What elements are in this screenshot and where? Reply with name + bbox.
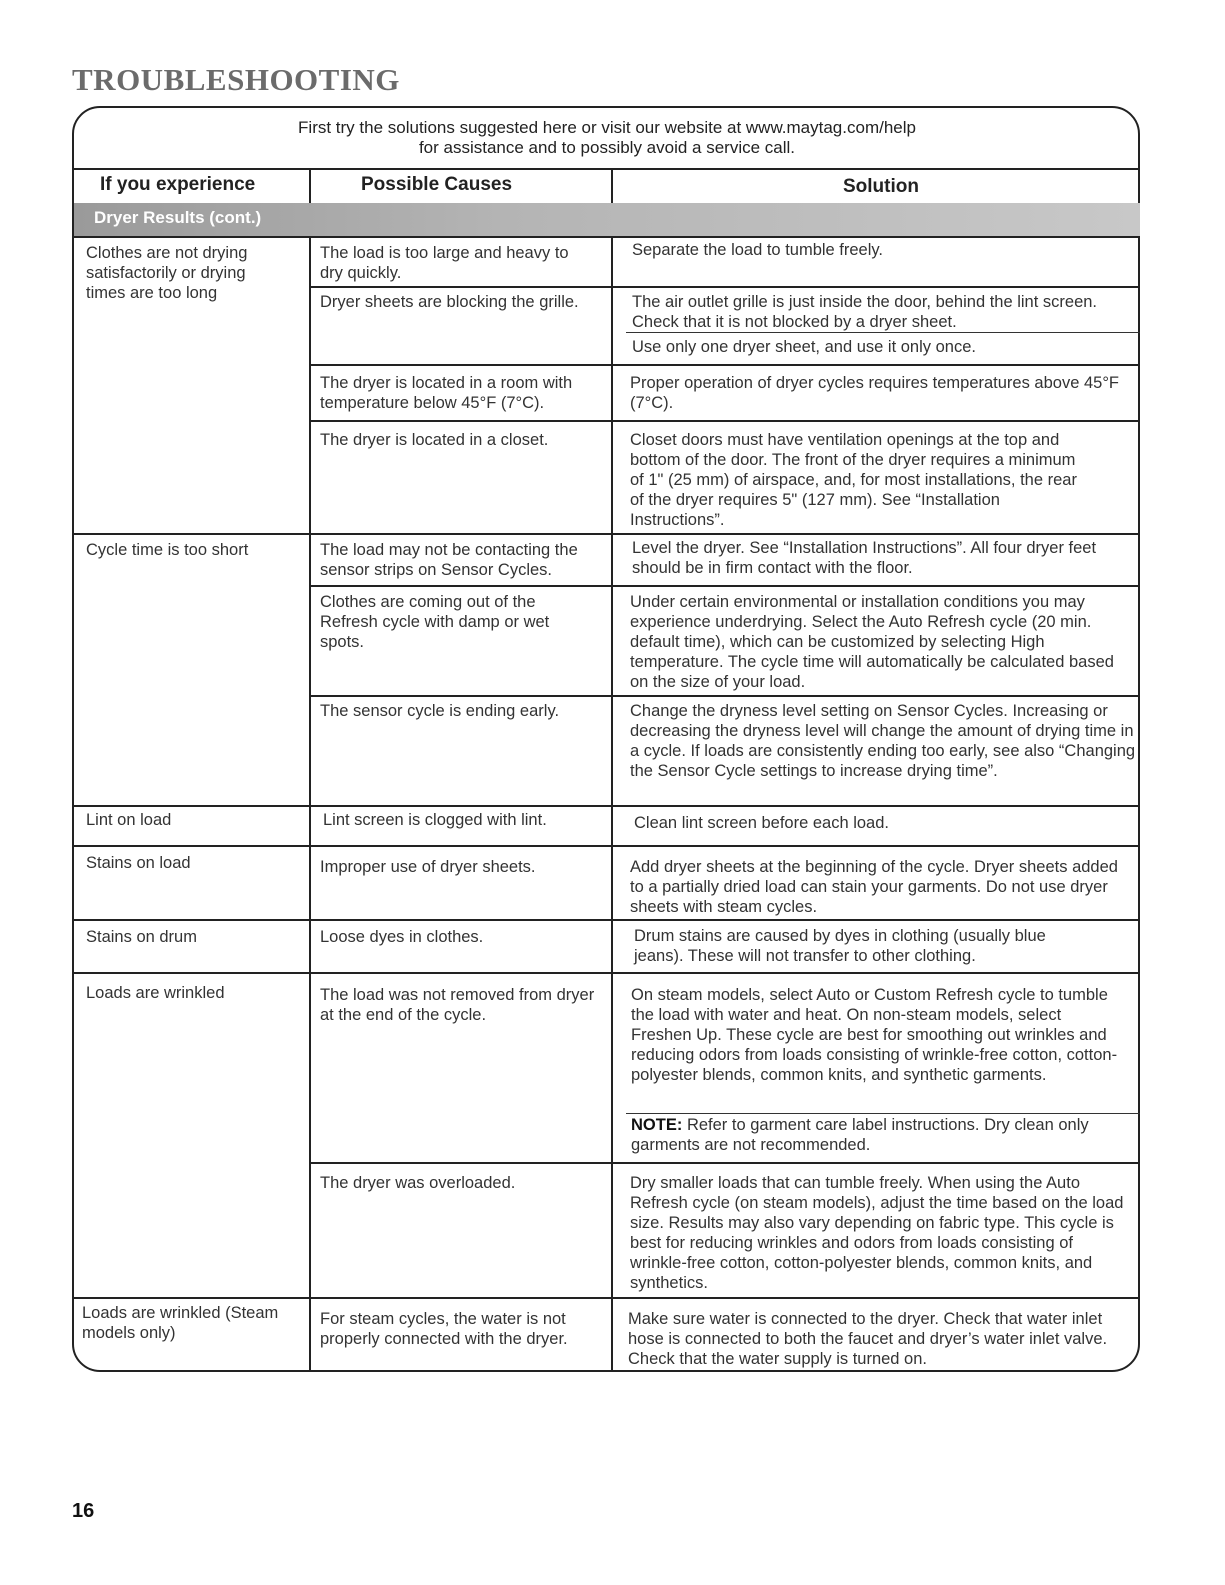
page-title: TROUBLESHOOTING — [72, 62, 400, 97]
subrow-rule — [309, 695, 1140, 697]
cause-5: The load may not be contacting the sensor strips on Sensor Cycles. — [320, 541, 578, 579]
page-number: 16 — [72, 1500, 95, 1522]
solution-1: Separate the load to tumble freely. — [632, 241, 884, 259]
experience-wrinkled: Loads are wrinkled — [86, 984, 225, 1002]
section-label: Dryer Results (cont.) — [94, 208, 262, 227]
header-divider-1 — [309, 168, 311, 203]
row-rule — [74, 1297, 1140, 1299]
row-rule — [74, 972, 1140, 974]
solution-12: Dry smaller loads that can tumble freely. When using the Auto Refresh cycle (on steam models), adjust the time based on the load size. Results may also vary depending on fabric type. This cycle is best for reducing wrinkles and odors from loads consisting of wrinkle-free cotton, cotton-polyester blends, common knits, and synthetics. — [630, 1174, 1124, 1292]
cause-10: Loose dyes in clothes. — [320, 928, 484, 946]
intro-text — [72, 118, 1142, 158]
solution-8: Clean lint screen before each load. — [634, 814, 889, 832]
solution-10: Drum stains are caused by dyes in clothing (usually blue jeans). These will not transfer to other clothing. — [634, 927, 1046, 965]
cause-8: Lint screen is clogged with lint. — [323, 811, 547, 829]
experience-lint: Lint on load — [86, 811, 172, 829]
col-header-solution: Solution — [843, 176, 919, 197]
cause-13: For steam cycles, the water is not properly connected with the dryer. — [320, 1310, 568, 1348]
cause-3: The dryer is located in a room with temperature below 45°F (7°C). — [320, 374, 573, 412]
cause-4: The dryer is located in a closet. — [320, 431, 549, 449]
cause-9: Improper use of dryer sheets. — [320, 858, 536, 876]
cause-7: The sensor cycle is ending early. — [320, 702, 560, 720]
experience-wrinkled-steam: Loads are wrinkled (Steam models only) — [82, 1304, 279, 1342]
row-rule — [74, 845, 1140, 847]
cause-12: The dryer was overloaded. — [320, 1174, 516, 1192]
subrow-rule — [309, 286, 1140, 288]
cause-11: The load was not removed from dryer at the end of the cycle. — [320, 986, 595, 1024]
body-divider-1 — [309, 236, 311, 1372]
intro-line-1: First try the solutions suggested here or visit our website at www.maytag.com/help — [298, 118, 916, 137]
experience-stains-drum: Stains on drum — [86, 928, 197, 946]
solution-7: Change the dryness level setting on Sensor Cycles. Increasing or decreasing the dryness level will change the amount of drying time in a cycle. If loads are consistently ending too early, see also “Changing the Sensor Cycle settings to increase drying time”. — [630, 702, 1136, 780]
solution-split-rule — [626, 1113, 1140, 1114]
solution-2b: Use only one dryer sheet, and use it only once. — [632, 338, 976, 356]
solution-6: Under certain environmental or installation conditions you may experience underdrying. Select the Auto Refresh cycle (20 min. default time), which can be customized by selecting High temperature. The cycle time will automatically be calculated based on the size of your load. — [630, 593, 1114, 691]
cause-1: The load is too large and heavy to dry quickly. — [320, 244, 569, 282]
row-rule — [74, 533, 1140, 535]
cause-2: Dryer sheets are blocking the grille. — [320, 293, 579, 311]
solution-split-rule — [626, 332, 1140, 333]
note-label: NOTE: — [631, 1116, 683, 1134]
solution-11: On steam models, select Auto or Custom Refresh cycle to tumble the load with water and heat. On non-steam models, select Freshen Up. These cycle are best for smoothing out wrinkles and reducing odors from loads consisting of wrinkle-free cotton, cotton-polyester blends, common knits, and synthetic garments. — [631, 986, 1118, 1084]
solution-5: Level the dryer. See “Installation Instructions”. All four dryer feet should be in firm contact with the floor. — [632, 539, 1097, 577]
header-divider-2 — [611, 168, 613, 203]
solution-3: Proper operation of dryer cycles requires temperatures above 45°F (7°C). — [630, 374, 1120, 412]
intro-line-2: for assistance and to possibly avoid a service call. — [418, 138, 796, 157]
subrow-rule — [309, 420, 1140, 422]
row-rule — [74, 805, 1140, 807]
experience-drying: Clothes are not drying satisfactorily or drying times are too long — [86, 244, 248, 302]
solution-4: Closet doors must have ventilation openings at the top and bottom of the door. The front of the dryer requires a minimum of 1" (25 mm) of airspace, and, for most installations, the rear of the dryer requires 5" (127 mm). See “Installation Instructions”. — [630, 431, 1077, 529]
row-rule — [74, 919, 1140, 921]
header-top-rule — [74, 168, 1140, 170]
solution-2a: The air outlet grille is just inside the door, behind the lint screen. Check that it is not blocked by a dryer sheet. — [632, 293, 1098, 331]
subrow-rule — [309, 364, 1140, 366]
subrow-rule — [309, 585, 1140, 587]
solution-13: Make sure water is connected to the dryer. Check that water inlet hose is connected to both the faucet and dryer’s water inlet valve. Check that the water supply is turned on. — [628, 1310, 1108, 1368]
subrow-rule — [309, 1162, 1140, 1164]
body-divider-2 — [611, 236, 613, 1372]
note-text: Refer to garment care label instructions. Dry clean only garments are not recommended. — [631, 1116, 1089, 1154]
experience-cycle-short: Cycle time is too short — [86, 541, 249, 559]
solution-11-note — [631, 1115, 1141, 1155]
cause-6: Clothes are coming out of the Refresh cycle with damp or wet spots. — [320, 593, 550, 651]
col-header-experience: If you experience — [100, 174, 256, 195]
experience-stains-load: Stains on load — [86, 854, 191, 872]
solution-9: Add dryer sheets at the beginning of the cycle. Dryer sheets added to a partially dried load can stain your garments. Do not use dryer sheets with steam cycles. — [630, 858, 1118, 916]
section-bottom-rule — [74, 236, 1140, 238]
col-header-causes: Possible Causes — [361, 174, 513, 195]
